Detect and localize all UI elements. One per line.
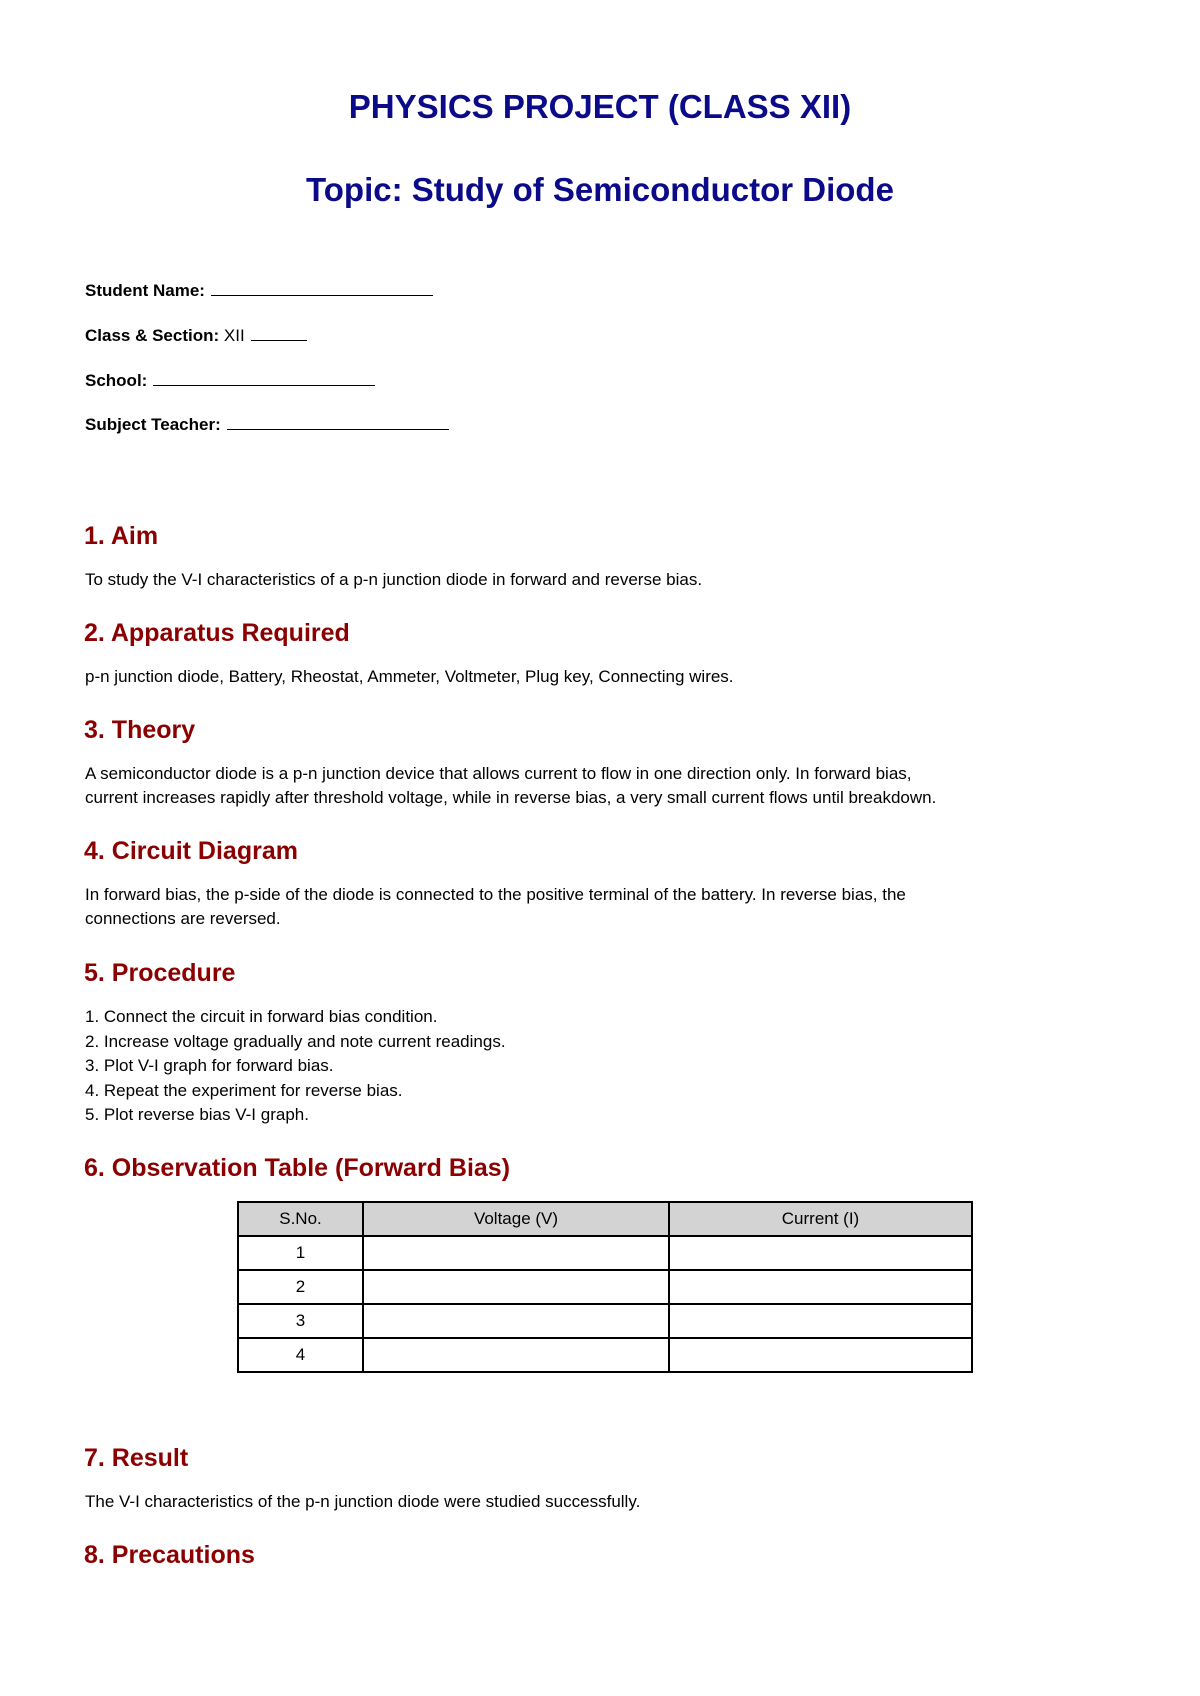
section-heading-circuit: 4. Circuit Diagram [84, 837, 298, 865]
section-blank [251, 324, 307, 341]
cell-current[interactable] [669, 1304, 972, 1338]
student-name-blank [211, 279, 433, 296]
table-row [238, 1236, 972, 1270]
cell-voltage[interactable] [363, 1304, 669, 1338]
section-heading-observation: 6. Observation Table (Forward Bias) [84, 1154, 511, 1182]
aim-text: To study the V-I characteristics of a p-n junction diode in forward and reverse bias. [85, 570, 703, 589]
section-heading-precautions: 8. Precautions [84, 1541, 255, 1569]
table-row [238, 1270, 972, 1304]
document-title: PHYSICS PROJECT (CLASS XII) [348, 88, 852, 125]
section-heading-apparatus: 2. Apparatus Required [84, 619, 350, 647]
table-row [238, 1338, 972, 1372]
cell-current[interactable] [669, 1270, 972, 1304]
procedure-step: 4. Repeat the experiment for reverse bias. [85, 1080, 403, 1100]
class-section-field [85, 324, 307, 346]
teacher-field [85, 413, 449, 435]
student-name-field [85, 279, 433, 301]
table-row [238, 1304, 972, 1338]
cell-voltage[interactable] [363, 1270, 669, 1304]
class-value: XII [223, 326, 245, 345]
cell-voltage[interactable] [363, 1236, 669, 1270]
table-header-row [238, 1202, 972, 1236]
procedure-step: 5. Plot reverse bias V-I graph. [85, 1105, 309, 1124]
procedure-step: 2. Increase voltage gradually and note current readings. [85, 1031, 506, 1051]
cell-current[interactable] [669, 1338, 972, 1372]
student-name-label: Student Name: [85, 281, 205, 300]
school-field [85, 369, 375, 391]
teacher-label: Subject Teacher: [85, 415, 221, 434]
cell-sno: 2 [238, 1270, 363, 1304]
column-header-voltage: Voltage (V) [363, 1202, 669, 1236]
column-header-current: Current (I) [669, 1202, 972, 1236]
observation-table [237, 1201, 973, 1373]
school-blank [153, 369, 375, 386]
school-label: School: [85, 371, 148, 390]
procedure-step: 1. Connect the circuit in forward bias condition. [85, 1007, 438, 1026]
cell-voltage[interactable] [363, 1338, 669, 1372]
procedure-step: 3. Plot V-I graph for forward bias. [85, 1056, 334, 1075]
column-header-sno: S.No. [238, 1202, 363, 1236]
section-heading-aim: 1. Aim [84, 522, 159, 550]
section-heading-result: 7. Result [84, 1444, 189, 1472]
section-heading-theory: 3. Theory [84, 716, 196, 744]
teacher-blank [227, 413, 449, 430]
cell-sno: 4 [238, 1338, 363, 1372]
circuit-line-1: In forward bias, the p-side of the diode is connected to the positive terminal of the battery. In reverse bias, the [85, 885, 906, 904]
cell-sno: 1 [238, 1236, 363, 1270]
theory-line-2: current increases rapidly after threshold voltage, while in reverse bias, a very small current flows until breakdown. [85, 788, 937, 807]
circuit-line-2: connections are reversed. [85, 909, 281, 928]
result-text: The V-I characteristics of the p-n junction diode were studied successfully. [85, 1492, 641, 1511]
theory-line-1: A semiconductor diode is a p-n junction device that allows current to flow in one direction only. In forward bias, [85, 764, 912, 783]
procedure-list [85, 1005, 506, 1128]
class-section-label: Class & Section: [85, 326, 220, 345]
document-topic: Topic: Study of Semiconductor Diode [306, 171, 894, 208]
apparatus-text: p-n junction diode, Battery, Rheostat, Ammeter, Voltmeter, Plug key, Connecting wires. [85, 667, 734, 686]
cell-current[interactable] [669, 1236, 972, 1270]
cell-sno: 3 [238, 1304, 363, 1338]
section-heading-procedure: 5. Procedure [84, 959, 236, 987]
